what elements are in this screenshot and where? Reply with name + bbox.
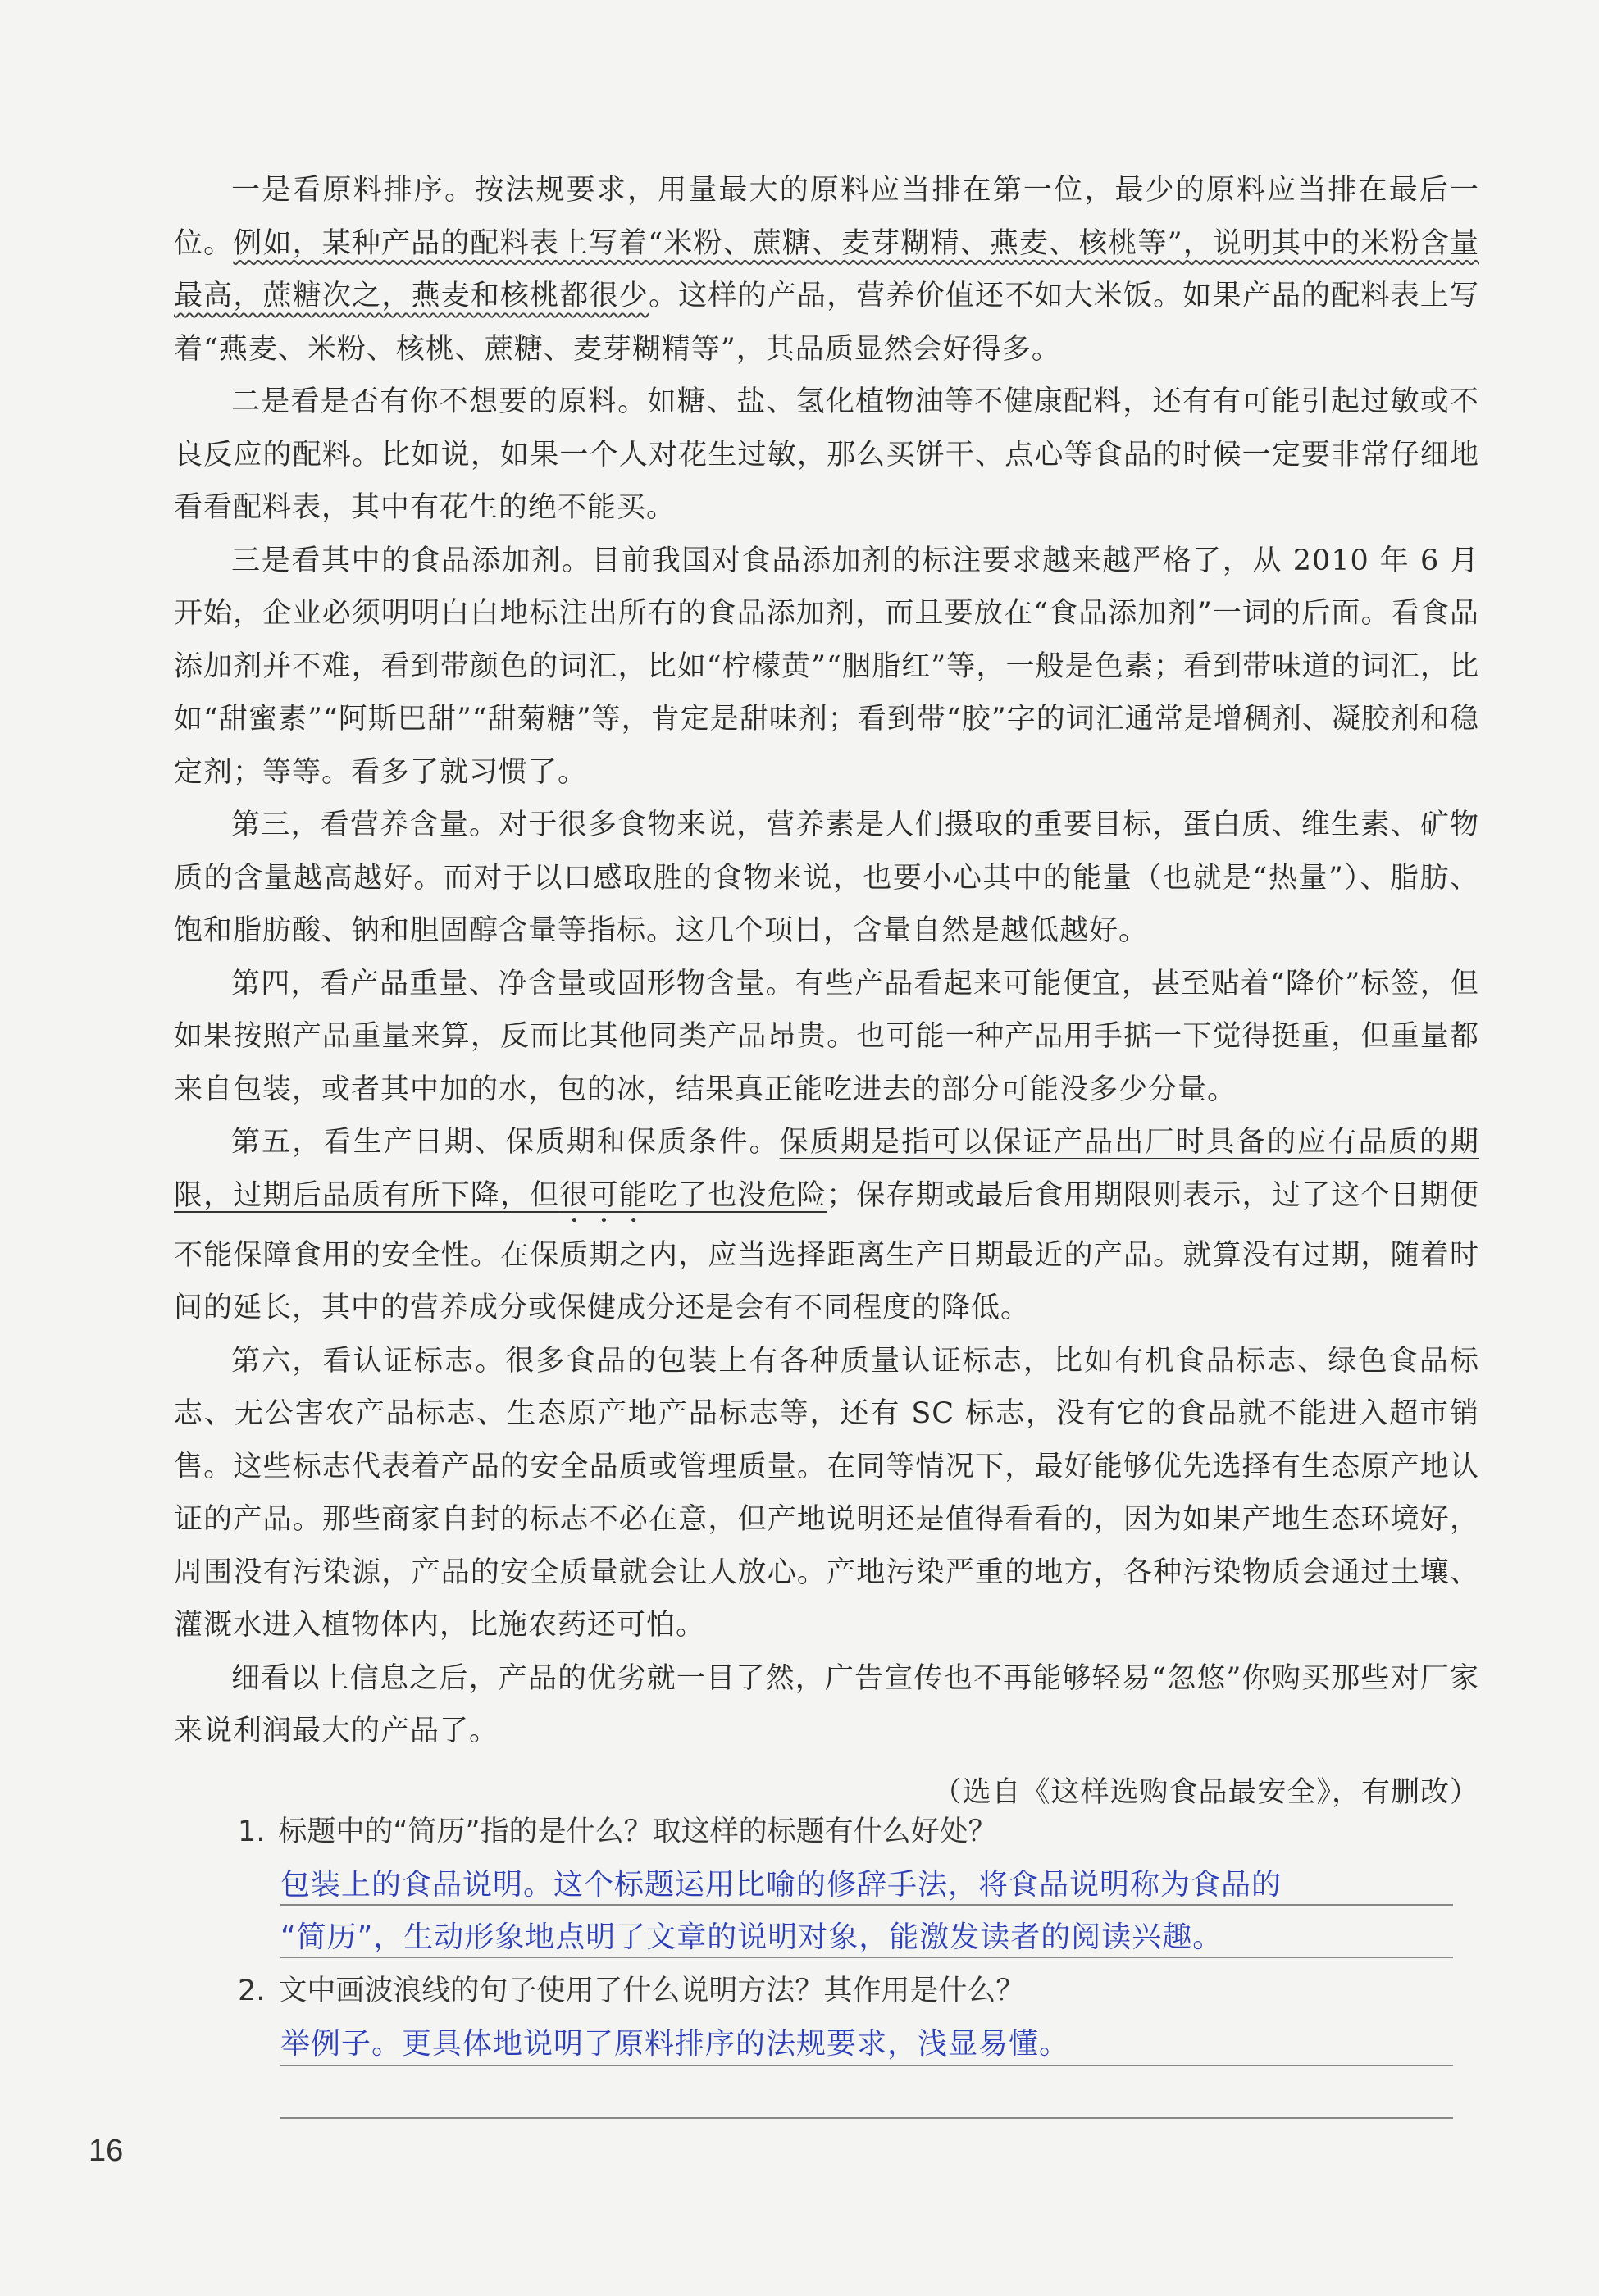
question-1 [238, 1809, 997, 1850]
answer-line[interactable] [280, 1957, 1453, 1958]
underlined-sentence-part-b: 吃了也没危险 [648, 1178, 827, 1212]
paragraph-6 [174, 1116, 1479, 1335]
answer-1-line-2: “简历”，生动形象地点明了文章的说明对象，能激发读者的阅读兴趣。 [280, 1920, 1223, 1954]
paragraph-7: 第六，看认证标志。很多食品的包装上有各种质量认证标志，比如有机食品标志、绿色食品标志、无公害农产品标志、生态原产地产品标志等，还有 SC 标志，没有它的食品就不能进入超市销售。这些标志代表着产品的安全品质或管理质量。在同等情况下，最好能够优先选择有生态原产地认证的产品。那些商家自封的标志不必在意，但产地说明还是值得看看的，因为如果产地生态环境好，周围没有污染源，产品的安全质量就会让人放心。产地污染严重的地方，各种污染物质会通过土壤、灌溉水进入植物体内，比施农药还可怕。 [174, 1344, 1479, 1642]
paragraph-2: 二是看是否有你不想要的原料。如糖、盐、氢化植物油等不健康配料，还有有可能引起过敏或不良反应的配料。比如说，如果一个人对花生过敏，那么买饼干、点心等食品的时候一定要非常仔细地看看配料表，其中有花生的绝不能买。 [174, 385, 1479, 524]
paragraph-1-intro: 一是看原料排序。按法规要求，用量最大的原料应当排在第一位，最少的原料应当排在最后一位。 [174, 174, 1479, 260]
answer-1-line-1: 包装上的食品说明。这个标题运用比喻的修辞手法，将食品说明称为食品的 [280, 1868, 1282, 1902]
source-citation: （选自《这样选购食品最安全》，有删改） [932, 1776, 1479, 1809]
question-number: 1. [238, 1815, 266, 1848]
dotted-emphasis-word: 很可能 [559, 1178, 649, 1212]
question-2 [238, 1968, 1024, 2009]
answer-2-line-1: 举例子。更具体地说明了原料排序的法规要求，浅显易懂。 [280, 2027, 1070, 2061]
paragraph-6-intro: 第五，看生产日期、保质期和保质条件。 [231, 1126, 780, 1159]
paragraph-8: 细看以上信息之后，产品的优劣就一目了然，广告宣传也不再能够轻易“忽悠”你购买那些对厂家来说利润最大的产品了。 [174, 1661, 1479, 1747]
paragraph-5: 第四，看产品重量、净含量或固形物含量。有些产品看起来可能便宜，甚至贴着“降价”标签，但如果按照产品重量来算，反而比其他同类产品昂贵。也可能一种产品用手掂一下觉得挺重，但重量都来自包装，或者其中加的水，包的冰，结果真正能吃进去的部分可能没多少分量。 [174, 967, 1479, 1106]
paragraph-1-rest: 。这样的产品，营养价值还不如大米饭。如果产品的配料表上写着“燕麦、米粉、核桃、蔗糖、麦芽糊精等”，其品质显然会好得多。 [174, 280, 1479, 366]
question-text: 标题中的“简历”指的是什么？取这样的标题有什么好处？ [278, 1815, 997, 1848]
page-number: 16 [89, 2134, 124, 2168]
underlined-sentence-part-a: 保质期是指可以保证产品出厂时具备的应有品质的期限，过期后品质有所下降，但 [174, 1126, 1479, 1212]
question-text: 文中画波浪线的句子使用了什么说明方法？其作用是什么？ [278, 1975, 1025, 2007]
paragraph-6-rest: ；保存期或最后食用期限则表示，过了这个日期便不能保障食用的安全性。在保质期之内，应当选择距离生产日期最近的产品。就算没有过期，随着时间的延长，其中的营养成分或保健成分还是会有不同程度的降低。 [174, 1178, 1479, 1324]
paragraph-1 [174, 164, 1479, 376]
paragraph-4: 第三，看营养含量。对于很多食物来说，营养素是人们摄取的重要目标，蛋白质、维生素、矿物质的含量越高越好。而对于以口感取胜的食物来说，也要小心其中的能量（也就是“热量”）、脂肪、饱和脂肪酸、钠和胆固醇含量等指标。这几个项目，含量自然是越低越好。 [174, 809, 1479, 947]
question-number: 2. [238, 1975, 266, 2007]
wavy-underlined-sentence: 例如，某种产品的配料表上写着“米粉、蔗糖、麦芽糊精、燕麦、核桃等”，说明其中的米粉含量最高，蔗糖次之，燕麦和核桃都很少 [174, 226, 1479, 312]
answer-line[interactable] [280, 2117, 1453, 2119]
answer-line[interactable] [280, 1904, 1453, 1906]
answer-line[interactable] [280, 2065, 1453, 2066]
article-body [174, 164, 1479, 1758]
paragraph-3: 三是看其中的食品添加剂。目前我国对食品添加剂的标注要求越来越严格了，从 2010 年 6 月开始，企业必须明明白白地标注出所有的食品添加剂，而且要放在“食品添加剂”一词的后面。看食品添加剂并不难，看到带颜色的词汇，比如“柠檬黄”“胭脂红”等，一般是色素；看到带味道的词汇，比如“甜蜜素”“阿斯巴甜”“甜菊糖”等，肯定是甜味剂；看到带“胶”字的词汇通常是增稠剂、凝胶剂和稳定剂；等等。看多了就习惯了。 [174, 544, 1479, 789]
